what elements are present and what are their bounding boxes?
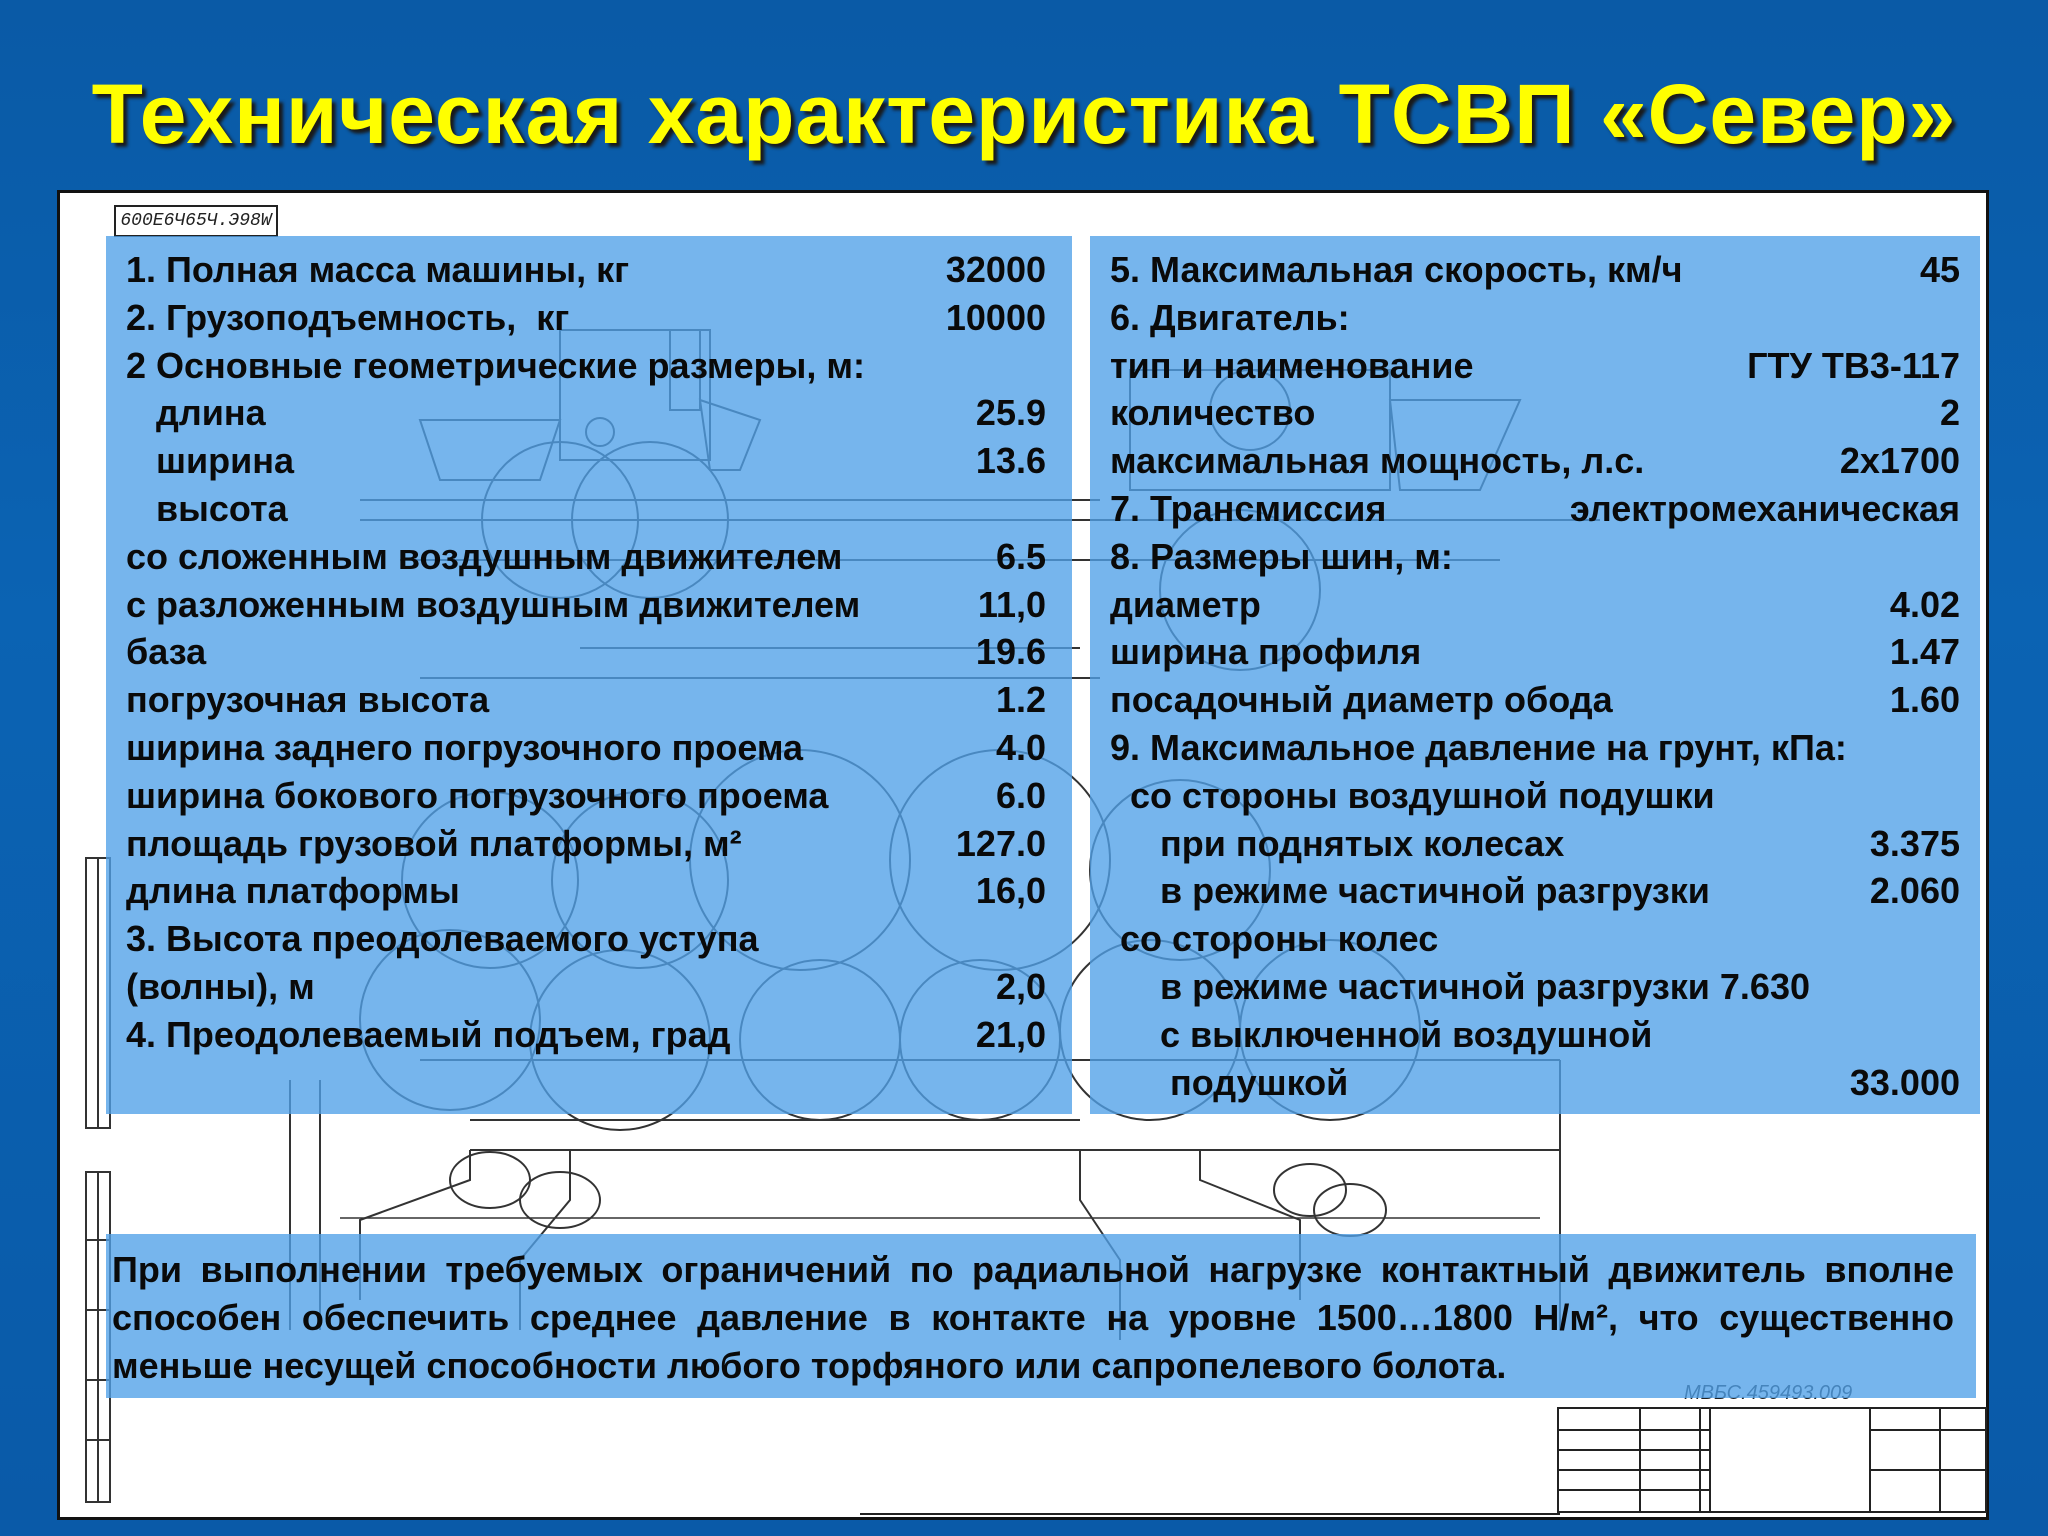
spec-label: при поднятых колесах xyxy=(1110,822,1565,864)
spec-value: 2х1700 xyxy=(1839,440,1960,482)
spec-label: 4. Преодолеваемый подъем, град xyxy=(126,1013,731,1055)
spec-label: со стороны воздушной подушки xyxy=(1110,774,1715,816)
spec-value: 32000 xyxy=(945,249,1046,290)
spec-row xyxy=(1110,963,1960,1011)
page-title: Техническая характеристика ТСВП «Север» xyxy=(91,67,1957,161)
spec-row xyxy=(1110,724,1960,772)
spec-label: диаметр xyxy=(1110,583,1261,625)
spec-value: 25.9 xyxy=(975,392,1046,434)
spec-label: в режиме частичной разгрузки 7.630 xyxy=(1110,966,1810,1007)
spec-label: 2. Грузоподъемность, кг xyxy=(126,296,570,338)
spec-value: 2,0 xyxy=(995,966,1046,1007)
spec-row xyxy=(1110,342,1960,390)
spec-value: 16,0 xyxy=(975,870,1046,912)
spec-row xyxy=(126,867,1046,915)
spec-value: 19.6 xyxy=(975,631,1046,673)
spec-row xyxy=(1110,867,1960,915)
spec-row xyxy=(1110,820,1960,868)
spec-row xyxy=(126,581,1046,629)
spec-label: (волны), м xyxy=(126,966,315,1007)
spec-value: электромеханическая xyxy=(1569,488,1960,529)
spec-row xyxy=(1110,485,1960,533)
spec-row xyxy=(1110,389,1960,437)
spec-label: длина xyxy=(126,392,266,434)
spec-value: 3.375 xyxy=(1869,822,1960,864)
spec-value: 4.02 xyxy=(1889,583,1960,625)
spec-label: в режиме частичной разгрузки xyxy=(1110,870,1710,912)
spec-value: 2 xyxy=(1939,392,1960,434)
spec-label: высота xyxy=(126,488,288,529)
spec-row xyxy=(126,628,1046,676)
spec-row xyxy=(126,342,1046,390)
spec-row xyxy=(126,294,1046,342)
spec-value: 11,0 xyxy=(977,583,1046,625)
spec-label: база xyxy=(126,631,207,673)
spec-row xyxy=(1110,294,1960,342)
spec-value: 13.6 xyxy=(975,440,1046,482)
spec-label: со сложенным воздушным движителем xyxy=(126,535,843,577)
spec-row xyxy=(126,963,1046,1011)
spec-label: с выключенной воздушной xyxy=(1110,1013,1653,1055)
spec-label: 1. Полная масса машины, кг xyxy=(126,249,630,290)
spec-row xyxy=(126,915,1046,963)
spec-row xyxy=(126,485,1046,533)
spec-label: 8. Размеры шин, м: xyxy=(1110,535,1453,577)
spec-row xyxy=(126,724,1046,772)
spec-label: длина платформы xyxy=(126,870,460,912)
spec-row xyxy=(1110,1059,1960,1107)
spec-label: максимальная мощность, л.с. xyxy=(1110,440,1645,482)
spec-label: подушкой xyxy=(1110,1061,1349,1103)
drawing-stamp: 600Е6Ч65Ч.Э98W xyxy=(114,205,278,237)
spec-row xyxy=(1110,1011,1960,1059)
spec-row xyxy=(1110,581,1960,629)
spec-label: со стороны колес xyxy=(1110,918,1439,960)
spec-value: 21,0 xyxy=(975,1013,1046,1055)
spec-label: 5. Максимальная скорость, км/ч xyxy=(1110,249,1683,290)
spec-value: 1.47 xyxy=(1889,631,1960,673)
spec-value: 4.0 xyxy=(995,727,1046,768)
spec-label: ширина заднего погрузочного проема xyxy=(126,727,804,768)
spec-label: посадочный диаметр обода xyxy=(1110,679,1613,721)
spec-label: 6. Двигатель: xyxy=(1110,296,1350,338)
spec-value: 1.2 xyxy=(995,679,1046,721)
spec-row xyxy=(1110,772,1960,820)
spec-value: 10000 xyxy=(945,296,1046,338)
spec-label: ширина xyxy=(126,440,295,482)
spec-label: 2 Основные геометрические размеры, м: xyxy=(126,344,865,386)
spec-label: тип и наименование xyxy=(1110,344,1474,386)
spec-value: 127.0 xyxy=(955,822,1046,864)
spec-value: ГТУ ТВ3-117 xyxy=(1747,344,1960,386)
spec-row xyxy=(126,772,1046,820)
spec-label: 7. Трансмиссия xyxy=(1110,488,1387,529)
spec-value: 45 xyxy=(1919,249,1960,290)
spec-row xyxy=(1110,437,1960,485)
conclusion-text: При выполнении требуемых ограничений по радиальной нагрузке контактный движитель вполне способен обеспечить среднее давление в контакте на уровне 1500…1800 Н/м², что существенно меньше несущей способности любого торфяного или сапропелевого болота. xyxy=(112,1249,1954,1386)
spec-row xyxy=(1110,915,1960,963)
spec-row xyxy=(1110,246,1960,294)
spec-row xyxy=(1110,533,1960,581)
spec-label: 3. Высота преодолеваемого уступа xyxy=(126,918,759,960)
spec-value: 33.000 xyxy=(1849,1061,1960,1103)
spec-label: количество xyxy=(1110,392,1316,434)
spec-label: 9. Максимальное давление на грунт, кПа: xyxy=(1110,727,1847,768)
spec-row xyxy=(126,676,1046,724)
spec-label: площадь грузовой платформы, м² xyxy=(126,822,742,864)
spec-label: ширина бокового погрузочного проема xyxy=(126,774,829,816)
spec-row xyxy=(126,437,1046,485)
spec-row xyxy=(126,820,1046,868)
spec-row xyxy=(126,246,1046,294)
spec-row xyxy=(126,1011,1046,1059)
spec-label: погрузочная высота xyxy=(126,679,490,721)
spec-value: 6.0 xyxy=(995,774,1046,816)
spec-row xyxy=(126,533,1046,581)
spec-row xyxy=(1110,676,1960,724)
spec-row xyxy=(126,389,1046,437)
spec-value: 1.60 xyxy=(1889,679,1960,721)
spec-label: с разложенным воздушным движителем xyxy=(126,583,861,625)
spec-value: 2.060 xyxy=(1869,870,1960,912)
spec-row xyxy=(1110,628,1960,676)
spec-value: 6.5 xyxy=(995,535,1046,577)
spec-label: ширина профиля xyxy=(1110,631,1422,673)
